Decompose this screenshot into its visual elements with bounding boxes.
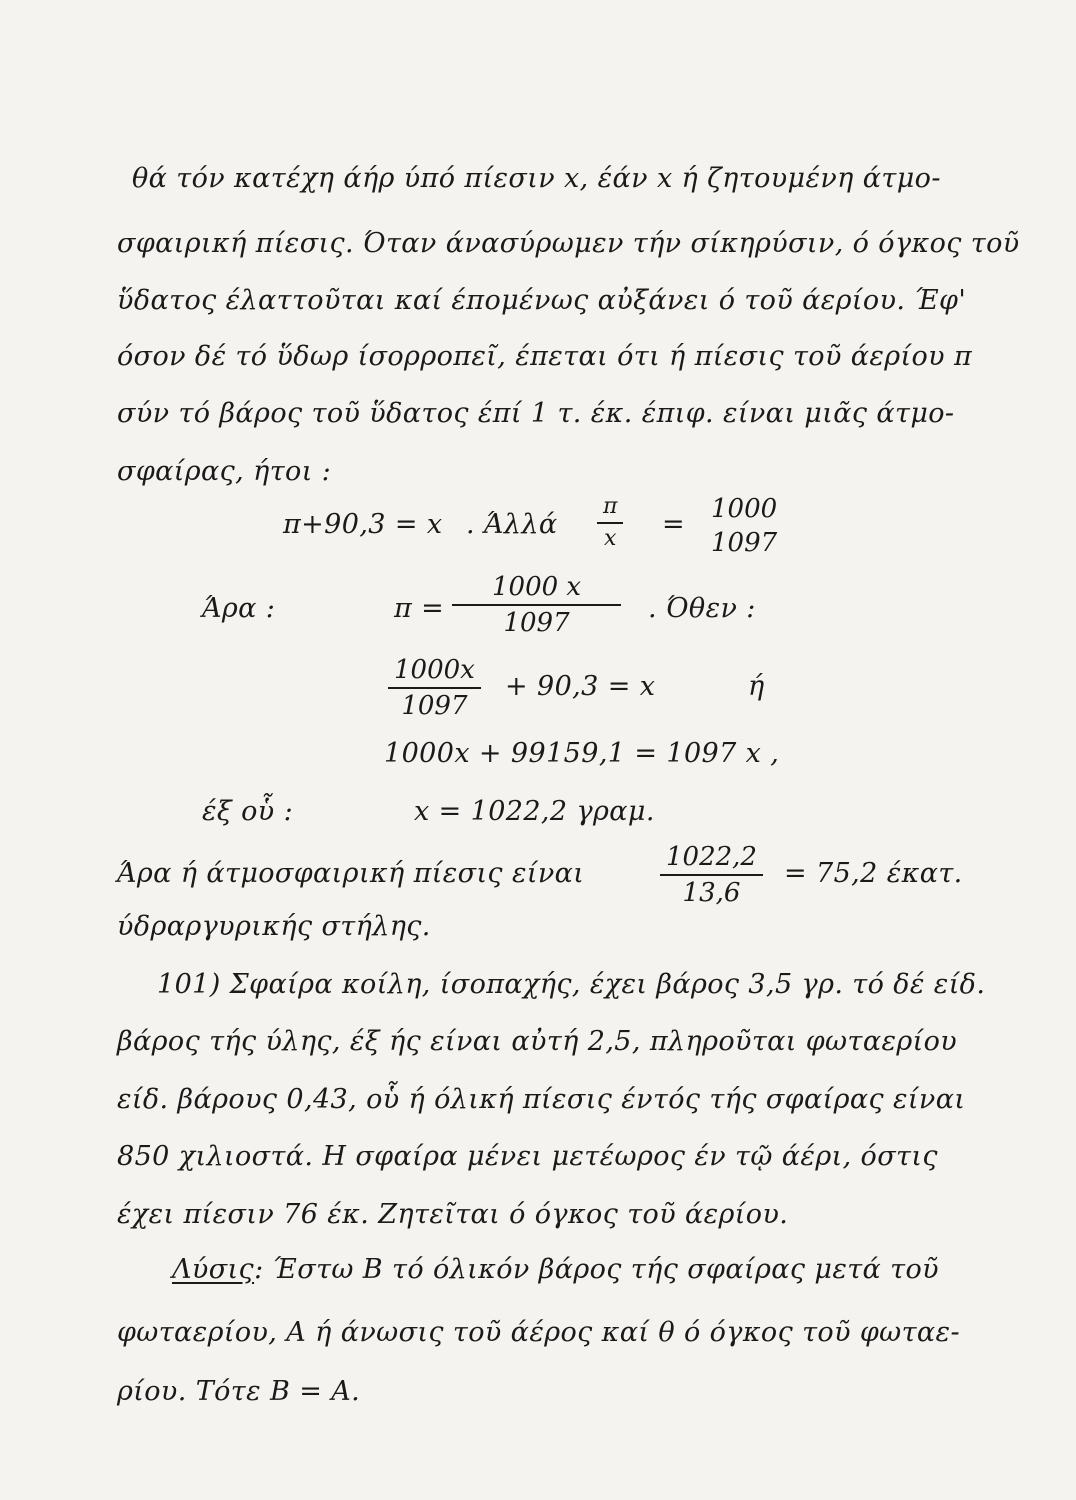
solution-line (172, 1253, 939, 1287)
fraction-numerator: 1000 x (492, 572, 582, 602)
conclusion-text: Άρα ή άτμοσφαιρική πίεσις είναι (117, 858, 585, 889)
problem-line: 850 χιλιοστά. Η σφαίρα μένει μετέωρος έν τῷ άέρι, όστις (117, 1141, 938, 1172)
fraction-denominator: 1097 (401, 691, 468, 721)
paragraph-line: θά τόν κατέχη άήρ ύπό πίεσιν x, έάν x ή ζητουμένη άτμο- (132, 163, 941, 194)
solution-line: φωταερίου, Α ή άνωσις τοῦ άέρος καί θ ό όγκος τοῦ φωταε- (117, 1317, 960, 1348)
conclusion-result: = 75,2 έκατ. (784, 858, 963, 889)
fraction-denominator: x (604, 526, 617, 551)
paragraph-line: σφαιρική πίεσις. Όταν άνασύρωμεν τήν σίκηρύσιν, ό όγκος τοῦ (117, 228, 1020, 259)
solution-text: : Έστω Β τό όλικόν βάρος τής σφαίρας μετά τοῦ (254, 1254, 939, 1285)
equation-plus-903: + 90,3 = x (505, 671, 656, 702)
fraction-denominator: 1097 (503, 608, 570, 638)
fraction-denominator: 13,6 (682, 878, 741, 908)
problem-line: έχει πίεσιν 76 έκ. Ζητεῖται ό όγκος τοῦ άερίου. (117, 1199, 789, 1230)
equation-pi-plus-903: π+90,3 = x (283, 509, 443, 540)
equation-or: ή (748, 671, 765, 702)
problem-line: 101) Σφαίρα κοίλη, ίσοπαχής, έχει βάρος 3,5 γρ. τό δέ είδ. (157, 969, 986, 1000)
equation-alla: . Άλλά (466, 509, 558, 540)
equation-pi-equals: π = (394, 593, 445, 624)
conclusion-text: ύδραργυρικής στήλης. (117, 911, 431, 942)
fraction-1000x-over-1097 (452, 572, 621, 638)
fraction-numerator: 1000 (711, 494, 778, 524)
equation-x-result: x = 1022,2 γραμ. (414, 796, 655, 827)
fraction-1000-over-1097 (705, 494, 783, 558)
fraction-numerator: π (603, 494, 618, 519)
fraction-denominator: 1097 (711, 528, 778, 558)
paragraph-line: όσον δέ τό ὕδωρ ίσορροπεῖ, έπεται ότι ή πίεσις τοῦ άερίου π (117, 341, 973, 372)
equation-othen: . Όθεν : (648, 593, 756, 624)
label-ex-ou: έξ οὗ : (202, 796, 294, 827)
solution-label: Λύσις (172, 1254, 255, 1285)
fraction-1022-over-136 (660, 842, 763, 908)
paragraph-line: ὕδατος έλαττοῦται καί έπομένως αὐξάνει ό τοῦ άερίου. Έφ' (117, 285, 967, 316)
fraction-1000x-over-1097 (388, 655, 481, 721)
equation-1000x-plus: 1000x + 99159,1 = 1097 x , (384, 738, 780, 769)
fraction-numerator: 1022,2 (666, 842, 757, 872)
paragraph-line: σφαίρας, ήτοι : (117, 456, 332, 487)
problem-line: βάρος τής ύλης, έξ ής είναι αὐτή 2,5, πληροῦται φωταερίου (117, 1026, 958, 1057)
solution-line: ρίου. Τότε Β = Α. (117, 1376, 361, 1407)
label-ara: Άρα : (202, 593, 276, 624)
problem-line: είδ. βάρους 0,43, οὗ ή όλική πίεσις έντός τής σφαίρας είναι (117, 1084, 966, 1115)
fraction-numerator: 1000x (394, 655, 475, 685)
equation-equals: = (662, 509, 686, 540)
paragraph-line: σύν τό βάρος τοῦ ὕδατος έπί 1 τ. έκ. έπιφ. είναι μιᾶς άτμο- (117, 398, 955, 429)
fraction-pi-over-x (597, 494, 623, 552)
